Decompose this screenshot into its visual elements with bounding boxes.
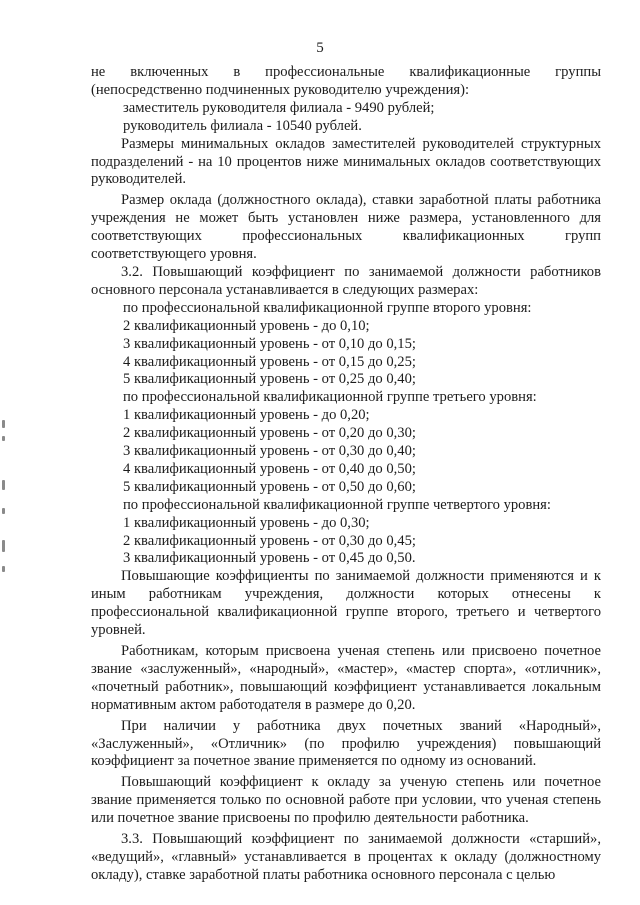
paragraph: При наличии у работника двух почетных званий «Народный», «Заслуженный», «Отличник» (по профилю учреждения) повышающий коэффициент за почетное звание применяется по одному из оснований.: [91, 717, 601, 770]
paragraph: Размер оклада (должностного оклада), ставки заработной платы работника учреждения не может быть установлен ниже размера, установленного для соответствующих профессиональных квалификационных групп соответствующего уровня.: [91, 192, 601, 263]
paragraph: 3.3. Повышающий коэффициент по занимаемой должности «старший», «ведущий», «главный» устанавливается в процентах к окладу (должностному окладу), ставке заработной платы работника основного персонала с целью: [91, 831, 601, 883]
paragraph: Повышающие коэффициенты по занимаемой должности применяются и к иным работникам учреждения, должности которых отнесены к профессиональной квалификационной группе второго, третьего и четвертого уровней.: [91, 568, 601, 639]
scan-margin-marks: [2, 420, 8, 580]
page-number: 5: [316, 40, 324, 56]
paragraph: не включенных в профессиональные квалификационные группы: [91, 64, 601, 80]
paragraph: 5 квалификационный уровень - от 0,25 до 0,40;: [123, 371, 416, 388]
paragraph: 2 квалификационный уровень - до 0,10;: [123, 317, 370, 334]
paragraph: 5 квалификационный уровень - от 0,50 до 0,60;: [123, 478, 416, 495]
document-body: [91, 64, 601, 885]
paragraph: 3 квалификационный уровень - от 0,10 до 0,15;: [123, 335, 416, 352]
paragraph: 2 квалификационный уровень - от 0,30 до 0,45;: [123, 532, 416, 549]
paragraph: 1 квалификационный уровень - до 0,30;: [123, 514, 370, 531]
paragraph: заместитель руководителя филиала - 9490 рублей;: [123, 99, 435, 116]
paragraph: 2 квалификационный уровень - от 0,20 до 0,30;: [123, 425, 416, 442]
paragraph: по профессиональной квалификационной группе второго уровня:: [123, 299, 532, 316]
paragraph: руководитель филиала - 10540 рублей.: [123, 117, 362, 134]
paragraph: (непосредственно подчиненных руководителю учреждения):: [91, 81, 470, 98]
paragraph: Повышающий коэффициент к окладу за ученую степень или почетное звание применяется только по основной работе при условии, что ученая степень или почетное звание присвоены по профилю деятельности работника.: [91, 774, 601, 827]
paragraph: 1 квалификационный уровень - до 0,20;: [123, 407, 370, 424]
paragraph: Размеры минимальных окладов заместителей руководителей структурных подразделений - на 10 процентов ниже минимальных окладов соответствующих руководителей.: [91, 135, 601, 188]
paragraph: 3 квалификационный уровень - от 0,45 до 0,50.: [123, 550, 416, 567]
paragraph: 3.2. Повышающий коэффициент по занимаемой должности работников основного персонала устанавливается в следующих размерах:: [91, 263, 601, 298]
paragraph: по профессиональной квалификационной группе четвертого уровня:: [123, 496, 551, 513]
paragraph: 4 квалификационный уровень - от 0,15 до 0,25;: [123, 353, 416, 370]
paragraph: 3 квалификационный уровень - от 0,30 до 0,40;: [123, 443, 416, 460]
paragraph: Работникам, которым присвоена ученая степень или присвоено почетное звание «заслуженный», «народный», «мастер», «мастер спорта», «отличник», «почетный работник», повышающий коэффициент устанавливается локальным нормативным актом работодателя в размере до 0,20.: [91, 643, 601, 713]
paragraph: по профессиональной квалификационной группе третьего уровня:: [123, 389, 537, 406]
paragraph: 4 квалификационный уровень - от 0,40 до 0,50;: [123, 460, 416, 477]
